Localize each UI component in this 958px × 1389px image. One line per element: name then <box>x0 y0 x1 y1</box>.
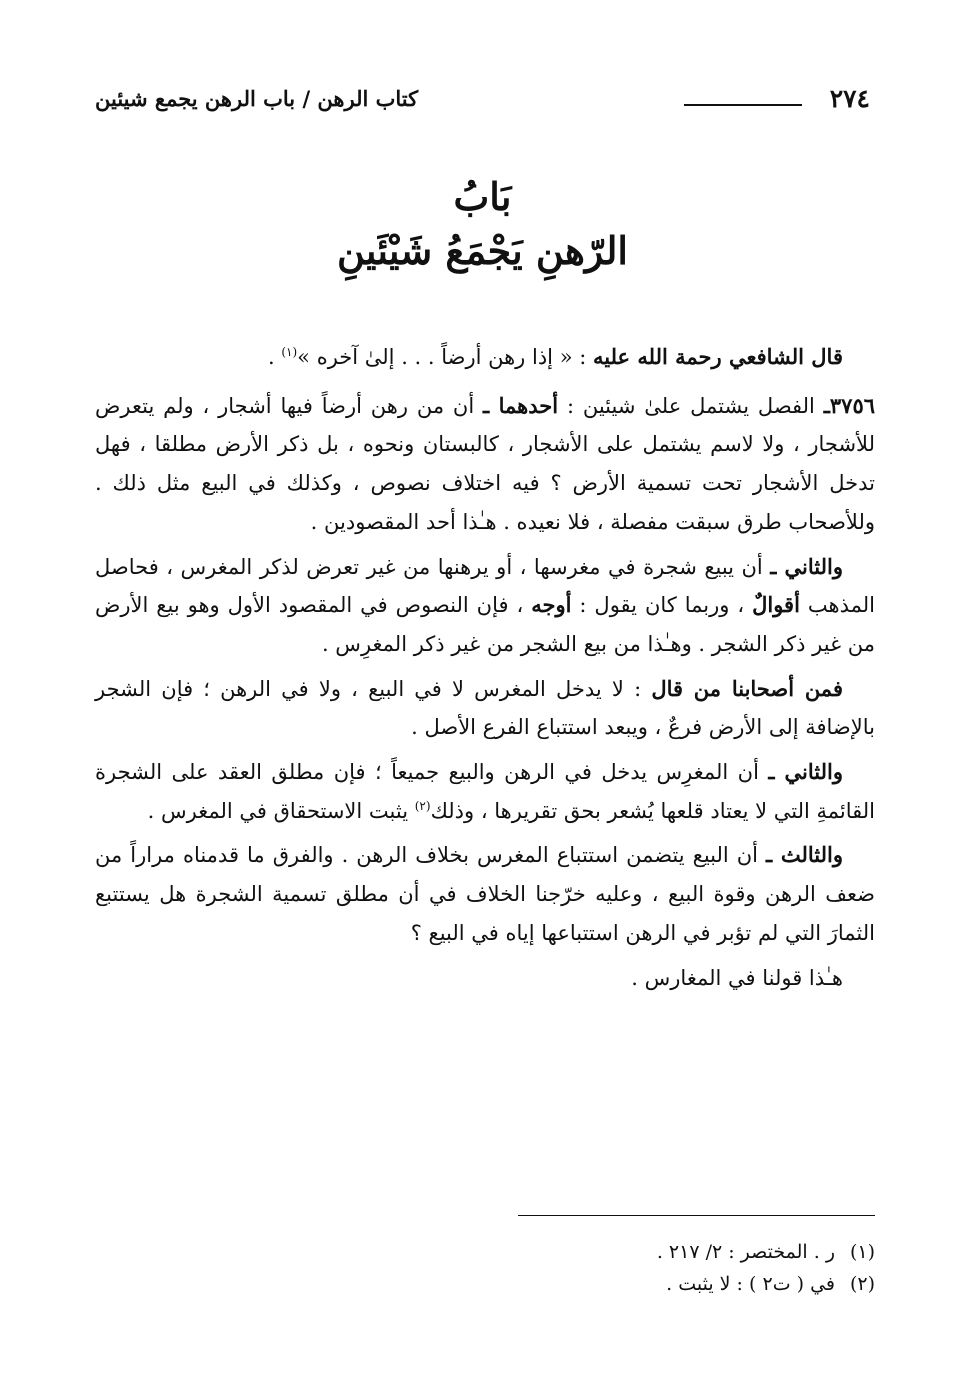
page-number: ٢٧٤ <box>829 84 870 113</box>
chapter-heading <box>95 170 870 278</box>
footnote-text: في ( ت٢ ) : لا يثبت . <box>666 1273 835 1295</box>
footnote-number: (٢) <box>849 1273 875 1295</box>
paragraph-closing <box>95 959 875 998</box>
footnote-1 <box>95 1236 875 1268</box>
header-rule <box>684 104 802 106</box>
p2-bold-3: أوجه <box>531 592 572 618</box>
footnote-2 <box>95 1268 875 1300</box>
p2-bold-2: أقوالٌ <box>752 592 800 618</box>
chapter-title: الرّهنِ يَجْمَعُ شَيْئَينِ <box>337 228 628 273</box>
page-header <box>95 82 870 122</box>
footnote-separator <box>518 1215 875 1216</box>
p4-text-1: أن المغرِس يدخل في الرهن والبيع جميعاً ؛ فإن مطلق العقد على الشجرة القائمةِ التي لا يعتاد قلعها يُشعر بحق تقريرها ، وذلك <box>95 760 875 823</box>
footnote-number: (١) <box>849 1241 875 1263</box>
paragraph-third-opinion <box>95 836 875 952</box>
quote-text: : « إذا رهن أرضاً . . . إلىٰ آخره » <box>297 345 593 369</box>
paragraph-second <box>95 548 875 664</box>
footnote-ref-2: (٢) <box>414 798 431 813</box>
main-text <box>95 338 875 1003</box>
chapter-label: بَابُ <box>453 174 512 219</box>
quote-paragraph <box>95 338 875 377</box>
p2-text-2: ، وربما كان يقول : <box>571 593 753 618</box>
p2-text-3: ، فإن النصوص في المقصود الأول وهو بيع الأرض من غير ذكر الشجر . وهـٰذا من بيع الشجر من غير ذكر المغرِس . <box>95 593 875 656</box>
p1-bold-1: أحدهما ـ <box>483 392 559 418</box>
paragraph-first-opinion <box>95 670 875 747</box>
p4-bold-1: والثاني ـ <box>768 759 844 785</box>
paragraph-second-opinion <box>95 753 875 830</box>
p5-text-1: أن البيع يتضمن استتباع المغرس بخلاف الرهن . والفرق ما قدمناه مراراً من ضعف الرهن وقوة البيع ، وعليه خرّجنا الخلاف في أن مطلق تسمية الشجرة هل يستتبع الثمارَ التي لم تؤبر في الرهن استتباعها إياه في البيع ؟ <box>95 843 875 945</box>
p3-text-1: : لا يدخل المغرس لا في البيع ، ولا في الرهن ؛ فإن الشجر بالإضافة إلى الأرض فرعٌ ، ويبعد استتباع الفرع الأصل . <box>95 676 875 740</box>
footnote-text: ر . المختصر : ٢/ ٢١٧ . <box>656 1241 835 1263</box>
p1-text-1: الفصل يشتمل علىٰ شيئين : <box>558 393 824 418</box>
p4-text-2: يثبت الاستحقاق في المغرس . <box>147 798 415 823</box>
p5-bold-1: والثالث ـ <box>766 842 843 868</box>
quote-speaker: قال الشافعي رحمة الله عليه <box>592 344 843 369</box>
p2-bold-1: والثاني ـ <box>770 553 844 579</box>
paragraph-3756 <box>95 387 875 542</box>
paragraph-number: ٣٧٥٦ـ <box>823 392 876 418</box>
footnotes <box>95 1236 875 1300</box>
p3-bold-1: فمن أصحابنا من قال <box>651 675 843 701</box>
p1-text-2: أن من رهن أرضاً فيها أشجار ، ولم يتعرض للأشجار ، ولا لاسم يشتمل على الأشجار ، كالبستان ونحوه ، بل ذكر الأرض مطلقا ، فهل تدخل الأشجار تحت تسمية الأرض ؟ فيه اختلاف نصوص ، وكذلك في البيع مثل ذلك . وللأصحاب طرق سبقت مفصلة ، فلا نعيده . هـٰذا أحد المقصودين . <box>95 393 875 534</box>
running-title: كتاب الرهن / باب الرهن يجمع شيئين <box>95 86 419 111</box>
p2-text-1: أن يبيع شجرة في مغرسها ، أو يرهنها من غير تعرض لذكر المغرس ، فحاصل المذهب <box>95 554 875 618</box>
p6-text: هـٰذا قولنا في المغارس . <box>631 965 843 990</box>
footnote-ref-1: (١) <box>281 345 298 359</box>
quote-tail: . <box>267 345 282 369</box>
